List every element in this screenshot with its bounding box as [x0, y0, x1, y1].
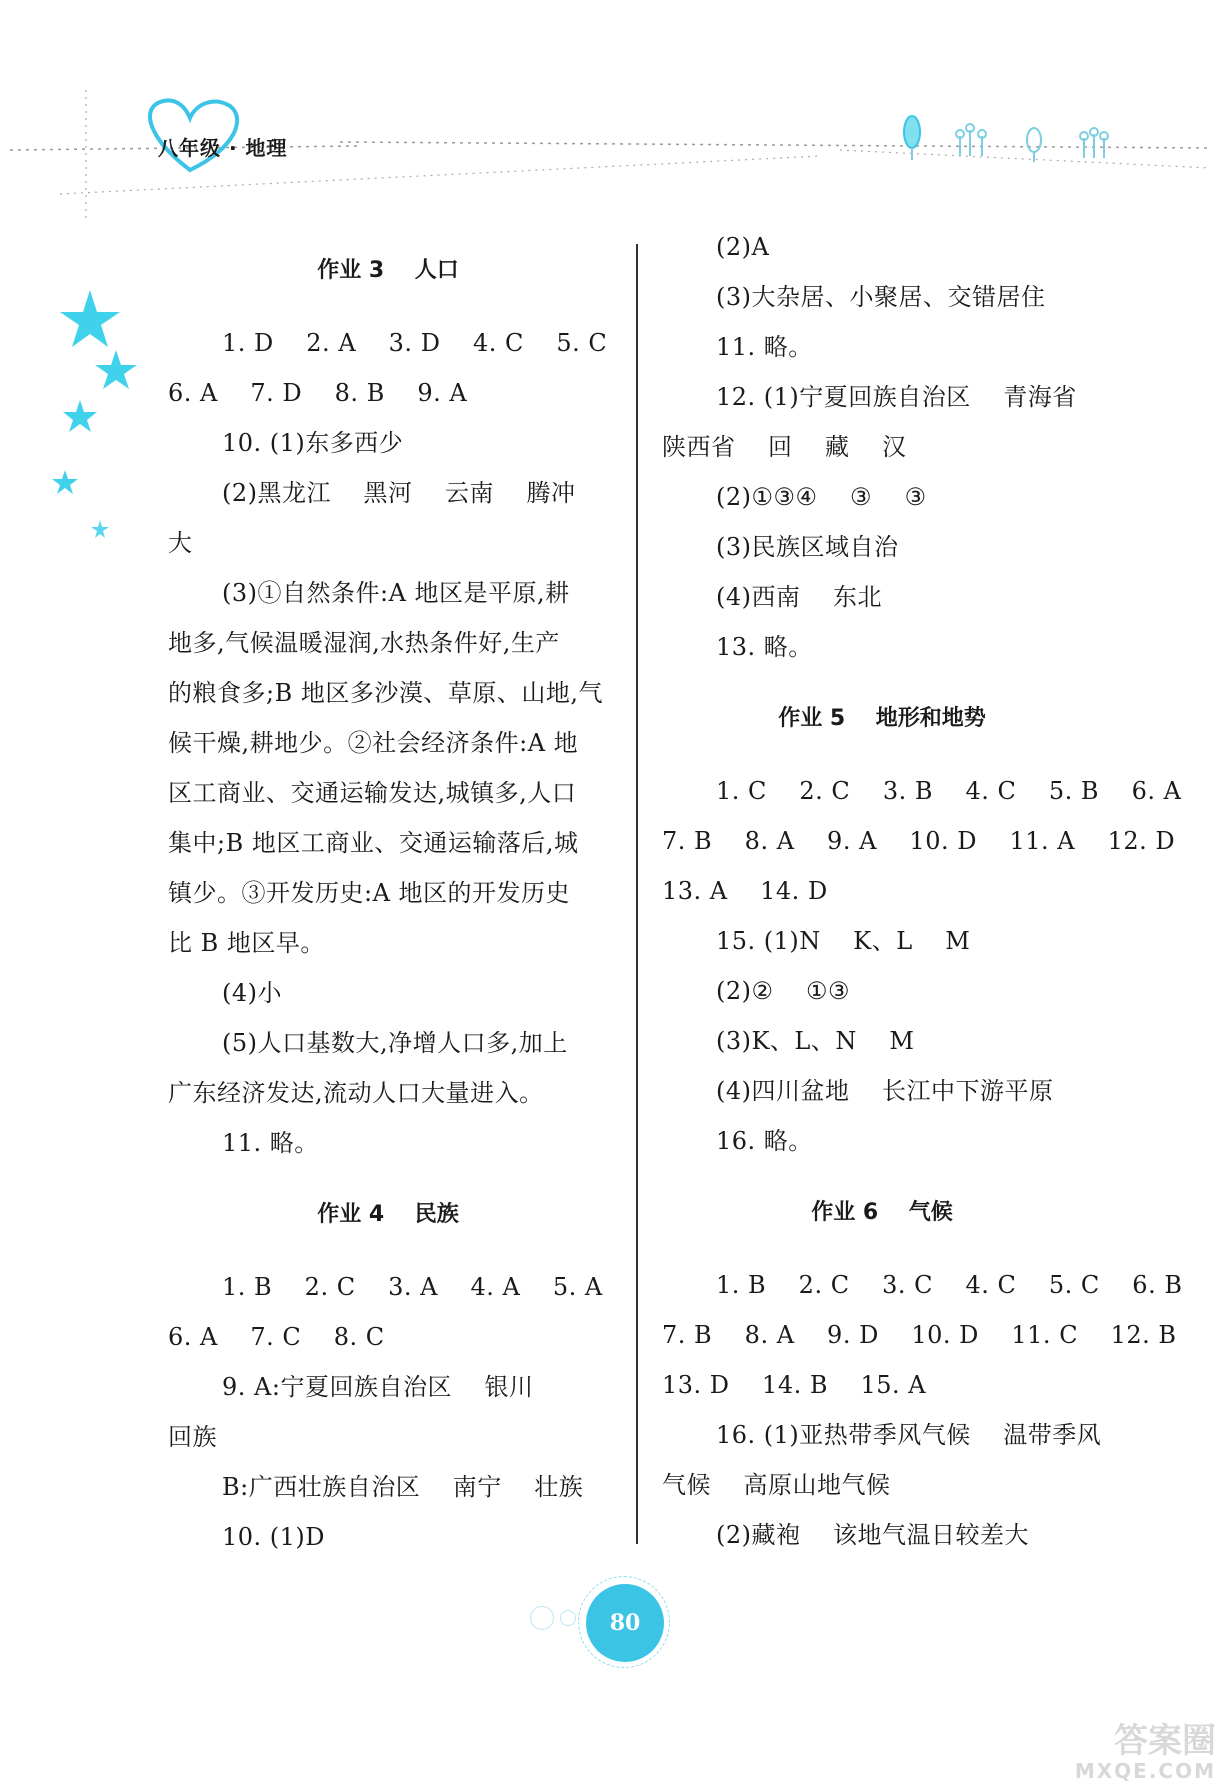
answer-line: 镇少。③开发历史:A 地区的开发历史	[168, 879, 571, 907]
answer-line: (4)四川盆地 长江中下游平原	[716, 1077, 1054, 1105]
answer-line: B:广西壮族自治区 南宁 壮族	[222, 1473, 584, 1501]
answer-line: 候干燥,耕地少。②社会经济条件:A 地	[168, 729, 579, 757]
star-decoration	[40, 280, 180, 600]
answer-line: (2)② ①③	[716, 977, 851, 1005]
answer-line: 1. D 2. A 3. D 4. C 5. C	[222, 329, 608, 357]
answer-line: 1. B 2. C 3. C 4. C 5. C 6. B	[716, 1271, 1183, 1299]
column-divider	[636, 244, 638, 1544]
section-title: 作业 5 地形和地势	[778, 706, 986, 731]
answer-line: 集中;B 地区工商业、交通运输落后,城	[168, 829, 579, 857]
answer-line: 的粮食多;B 地区多沙漠、草原、山地,气	[168, 679, 603, 707]
answer-line: 16. (1)亚热带季风气候 温带季风	[716, 1421, 1102, 1449]
answer-line: 13. A 14. D	[662, 877, 828, 905]
answer-line: (3)民族区域自治	[716, 533, 899, 561]
answer-line: (2)①③④ ③ ③	[716, 483, 927, 511]
answer-line: 6. A 7. D 8. B 9. A	[168, 379, 468, 407]
spacer	[662, 1166, 1102, 1188]
answer-line: (4)小	[222, 979, 282, 1007]
answer-line: 9. A:宁夏回族自治区 银川	[222, 1373, 534, 1401]
watermark-line1: 答案圈	[1114, 1721, 1216, 1761]
spacer	[168, 1240, 608, 1262]
answer-line: 广东经济发达,流动人口大量进入。	[168, 1079, 544, 1107]
answer-line: (2)黑龙江 黑河 云南 腾冲	[222, 479, 576, 507]
answer-line: 1. B 2. C 3. A 4. A 5. A	[222, 1273, 603, 1301]
section-title: 作业 4 民族	[317, 1202, 459, 1227]
answer-line: 16. 略。	[716, 1127, 813, 1155]
answer-line: 大	[168, 529, 193, 557]
star-icon	[60, 290, 120, 347]
answer-line: 11. 略。	[716, 333, 813, 361]
spacer	[662, 1238, 1102, 1260]
answer-line: 区工商业、交通运输发达,城镇多,人口	[168, 779, 577, 807]
answer-line: (5)人口基数大,净增人口多,加上	[222, 1029, 568, 1057]
answer-line: 地多,气候温暖湿润,水热条件好,生产	[168, 629, 560, 657]
answer-line: 6. A 7. C 8. C	[168, 1323, 385, 1351]
answer-line: 1. C 2. C 3. B 4. C 5. B 6. A	[716, 777, 1182, 805]
answer-line: 10. (1)东多西少	[222, 429, 404, 457]
star-icon	[52, 470, 78, 494]
plant-decoration-icon	[904, 116, 1108, 162]
answer-line: (2)藏袍 该地气温日较差大	[716, 1521, 1030, 1549]
header-title: 八年级 · 地理	[158, 136, 288, 160]
star-icon	[91, 520, 109, 538]
spacer	[662, 744, 1102, 766]
answer-line: 10. (1)D	[222, 1523, 326, 1551]
spacer	[168, 1168, 608, 1190]
answer-line: (3)大杂居、小聚居、交错居住	[716, 283, 1046, 311]
right-column	[662, 222, 1183, 1560]
answer-line: 陕西省 回 藏 汉	[662, 433, 907, 461]
answer-line: 12. (1)宁夏回族自治区 青海省	[716, 383, 1077, 411]
section-title: 作业 3 人口	[317, 258, 459, 283]
answer-line: 气候 高原山地气候	[662, 1471, 891, 1499]
watermark-line2: MXQE.COM	[1074, 1759, 1216, 1783]
answer-line: 回族	[168, 1423, 217, 1451]
answer-line: 11. 略。	[222, 1129, 319, 1157]
answer-line: 7. B 8. A 9. D 10. D 11. C 12. B	[662, 1321, 1177, 1349]
answer-line: 15. (1)N K、L M	[716, 927, 971, 955]
answer-line: (2)A	[716, 233, 770, 261]
star-icon	[95, 350, 137, 389]
left-column	[168, 246, 608, 1562]
spacer	[168, 296, 608, 318]
answer-line: (3)K、L、N M	[716, 1027, 915, 1055]
answer-line: (3)①自然条件:A 地区是平原,耕	[222, 579, 570, 607]
watermark	[1074, 1721, 1216, 1786]
star-icon	[63, 400, 97, 432]
spacer	[662, 672, 1102, 694]
answer-line: (4)西南 东北	[716, 583, 883, 611]
footer-circle-decoration	[560, 1610, 576, 1626]
answer-line: 13. 略。	[716, 633, 813, 661]
answer-line: 比 B 地区早。	[168, 929, 325, 957]
page-number: 80	[586, 1584, 664, 1662]
answer-line: 13. D 14. B 15. A	[662, 1371, 927, 1399]
answer-line: 7. B 8. A 9. A 10. D 11. A 12. D	[662, 827, 1176, 855]
section-title: 作业 6 气候	[811, 1200, 953, 1225]
footer-circle-decoration	[530, 1606, 554, 1630]
header-decoration	[0, 0, 1222, 220]
